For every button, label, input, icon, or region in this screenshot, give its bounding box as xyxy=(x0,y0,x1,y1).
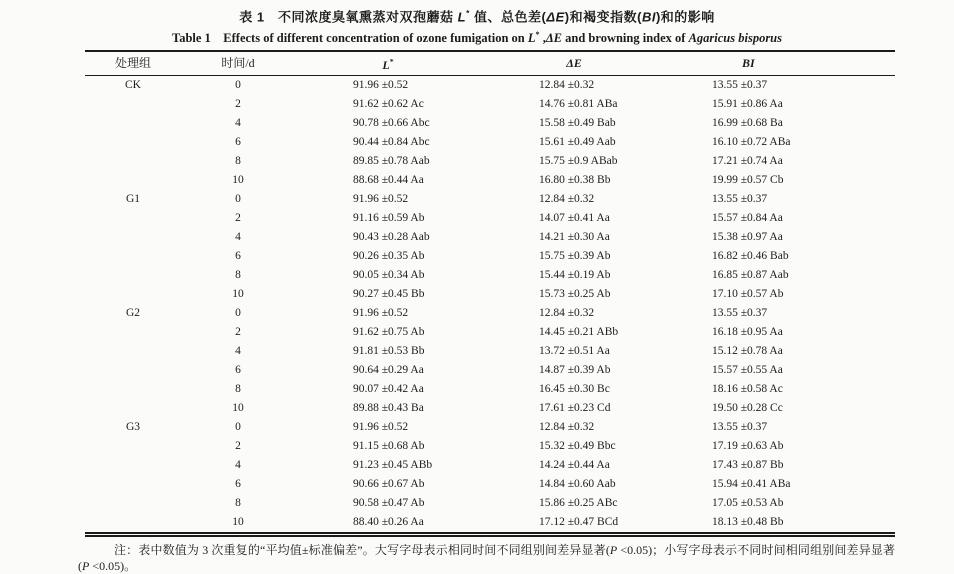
table-row xyxy=(85,133,895,152)
cell-BI: 15.38 ±0.97 Aa xyxy=(712,231,783,244)
table-row xyxy=(85,209,895,228)
cell-group xyxy=(85,380,181,399)
cell-L: 91.81 ±0.53 Bb xyxy=(353,345,425,358)
cell-group: CK xyxy=(125,79,141,92)
table-row xyxy=(85,266,895,285)
cell-dE: 14.21 ±0.30 Aa xyxy=(539,231,610,244)
cell-time: 10 xyxy=(232,402,244,415)
table-row xyxy=(85,114,895,133)
cell-time: 8 xyxy=(235,497,241,510)
cell-BI: 17.21 ±0.74 Aa xyxy=(712,155,783,168)
cell-time: 0 xyxy=(235,193,241,206)
cell-group xyxy=(85,456,181,475)
cell-L: 91.23 ±0.45 ABb xyxy=(353,459,433,472)
table-title-zh: 表 1 不同浓度臭氧熏蒸对双孢蘑菇 L* 值、总色差(ΔE)和褐变指数(BI)和的影响 xyxy=(239,8,715,25)
cell-time: 6 xyxy=(235,250,241,263)
cell-dE: 14.76 ±0.81 ABa xyxy=(539,98,618,111)
cell-time: 4 xyxy=(235,117,241,130)
cell-time: 2 xyxy=(235,98,241,111)
cell-group xyxy=(85,475,181,494)
header-row xyxy=(85,51,895,76)
cell-group xyxy=(85,266,181,285)
cell-dE: 14.87 ±0.39 Ab xyxy=(539,364,611,377)
cell-dE: 17.61 ±0.23 Cd xyxy=(539,402,611,415)
cell-L: 91.96 ±0.52 xyxy=(353,193,409,206)
cell-group xyxy=(85,171,181,190)
table-row xyxy=(85,304,895,323)
cell-L: 91.96 ±0.52 xyxy=(353,307,409,320)
cell-BI: 16.85 ±0.87 Aab xyxy=(712,269,789,282)
cell-dE: 12.84 ±0.32 xyxy=(539,307,595,320)
cell-time: 2 xyxy=(235,326,241,339)
cell-time: 4 xyxy=(235,231,241,244)
data-table xyxy=(85,50,895,537)
cell-dE: 17.12 ±0.47 BCd xyxy=(539,516,619,529)
cell-BI: 19.50 ±0.28 Cc xyxy=(712,402,783,415)
column-header-dE: ΔE xyxy=(481,51,667,76)
cell-BI: 16.99 ±0.68 Ba xyxy=(712,117,783,130)
cell-dE: 13.72 ±0.51 Aa xyxy=(539,345,610,358)
cell-dE: 15.75 ±0.39 Ab xyxy=(539,250,611,263)
table-row xyxy=(85,418,895,437)
cell-BI: 18.16 ±0.58 Ac xyxy=(712,383,783,396)
cell-L: 89.85 ±0.78 Aab xyxy=(353,155,430,168)
cell-BI: 16.18 ±0.95 Aa xyxy=(712,326,783,339)
cell-L: 91.96 ±0.52 xyxy=(353,79,409,92)
cell-BI: 16.82 ±0.46 Bab xyxy=(712,250,789,263)
cell-L: 89.88 ±0.43 Ba xyxy=(353,402,424,415)
cell-dE: 15.58 ±0.49 Bab xyxy=(539,117,616,130)
cell-time: 0 xyxy=(235,307,241,320)
cell-dE: 14.45 ±0.21 ABb xyxy=(539,326,619,339)
cell-group xyxy=(85,437,181,456)
column-header-BI: BI xyxy=(667,51,895,76)
cell-L: 91.96 ±0.52 xyxy=(353,421,409,434)
cell-time: 4 xyxy=(235,459,241,472)
cell-BI: 13.55 ±0.37 xyxy=(712,307,768,320)
cell-dE: 15.61 ±0.49 Aab xyxy=(539,136,616,149)
cell-time: 2 xyxy=(235,212,241,225)
cell-group xyxy=(85,114,181,133)
cell-L: 88.68 ±0.44 Aa xyxy=(353,174,424,187)
cell-group: G2 xyxy=(125,307,141,320)
cell-BI: 16.10 ±0.72 ABa xyxy=(712,136,791,149)
cell-dE: 15.75 ±0.9 ABab xyxy=(539,155,618,168)
cell-L: 91.62 ±0.62 Ac xyxy=(353,98,424,111)
cell-L: 90.27 ±0.45 Bb xyxy=(353,288,425,301)
cell-time: 10 xyxy=(232,174,244,187)
cell-dE: 12.84 ±0.32 xyxy=(539,193,595,206)
cell-time: 4 xyxy=(235,345,241,358)
cell-BI: 17.43 ±0.87 Bb xyxy=(712,459,784,472)
cell-BI: 17.05 ±0.53 Ab xyxy=(712,497,784,510)
cell-L: 90.05 ±0.34 Ab xyxy=(353,269,425,282)
table-row xyxy=(85,342,895,361)
cell-BI: 15.91 ±0.86 Aa xyxy=(712,98,783,111)
cell-BI: 13.55 ±0.37 xyxy=(712,193,768,206)
cell-L: 90.07 ±0.42 Aa xyxy=(353,383,424,396)
cell-BI: 19.99 ±0.57 Cb xyxy=(712,174,784,187)
cell-time: 10 xyxy=(232,516,244,529)
cell-group xyxy=(85,228,181,247)
cell-L: 90.78 ±0.66 Abc xyxy=(353,117,430,130)
cell-BI: 15.94 ±0.41 ABa xyxy=(712,478,791,491)
table-row xyxy=(85,437,895,456)
cell-BI: 17.10 ±0.57 Ab xyxy=(712,288,784,301)
table-row xyxy=(85,247,895,266)
table-row xyxy=(85,152,895,171)
table-row xyxy=(85,171,895,190)
cell-group xyxy=(85,133,181,152)
cell-group xyxy=(85,494,181,513)
cell-time: 10 xyxy=(232,288,244,301)
table-row xyxy=(85,76,895,96)
cell-dE: 14.07 ±0.41 Aa xyxy=(539,212,610,225)
cell-BI: 15.57 ±0.55 Aa xyxy=(712,364,783,377)
cell-group: G1 xyxy=(125,193,141,206)
cell-time: 8 xyxy=(235,155,241,168)
column-header-group: 处理组 xyxy=(85,51,181,76)
table-head xyxy=(85,51,895,76)
cell-group xyxy=(85,361,181,380)
cell-time: 2 xyxy=(235,440,241,453)
cell-BI: 15.57 ±0.84 Aa xyxy=(712,212,783,225)
table-row xyxy=(85,190,895,209)
cell-L: 90.44 ±0.84 Abc xyxy=(353,136,430,149)
table-row xyxy=(85,494,895,513)
cell-L: 91.16 ±0.59 Ab xyxy=(353,212,425,225)
cell-BI: 13.55 ±0.37 xyxy=(712,421,768,434)
cell-dE: 12.84 ±0.32 xyxy=(539,79,595,92)
cell-L: 91.62 ±0.75 Ab xyxy=(353,326,425,339)
cell-dE: 12.84 ±0.32 xyxy=(539,421,595,434)
column-header-time: 时间/d xyxy=(181,51,295,76)
table-row xyxy=(85,323,895,342)
table-row xyxy=(85,399,895,418)
cell-L: 91.15 ±0.68 Ab xyxy=(353,440,425,453)
cell-time: 8 xyxy=(235,383,241,396)
cell-L: 90.64 ±0.29 Aa xyxy=(353,364,424,377)
cell-time: 0 xyxy=(235,421,241,434)
table-row xyxy=(85,513,895,535)
cell-dE: 14.84 ±0.60 Aab xyxy=(539,478,616,491)
cell-group xyxy=(85,247,181,266)
cell-time: 8 xyxy=(235,269,241,282)
cell-group xyxy=(85,513,181,535)
cell-dE: 16.80 ±0.38 Bb xyxy=(539,174,611,187)
table-row xyxy=(85,95,895,114)
table-note: 注：表中数值为 3 次重复的“平均值±标准偏差”。大写字母表示相同时间不同组别间差异显著(P <0.05)；小写字母表示不同时间相同组别间差异显著(P <0.05)。 xyxy=(78,543,895,573)
cell-L: 90.66 ±0.67 Ab xyxy=(353,478,425,491)
table-row xyxy=(85,228,895,247)
cell-group xyxy=(85,152,181,171)
cell-dE: 15.86 ±0.25 ABc xyxy=(539,497,618,510)
table-body xyxy=(85,76,895,535)
column-header-L: L* xyxy=(295,51,481,76)
cell-dE: 16.45 ±0.30 Bc xyxy=(539,383,610,396)
cell-L: 90.58 ±0.47 Ab xyxy=(353,497,425,510)
cell-L: 90.43 ±0.28 Aab xyxy=(353,231,430,244)
table-row xyxy=(85,361,895,380)
cell-dE: 15.73 ±0.25 Ab xyxy=(539,288,611,301)
cell-L: 90.26 ±0.35 Ab xyxy=(353,250,425,263)
table-row xyxy=(85,456,895,475)
cell-BI: 18.13 ±0.48 Bb xyxy=(712,516,784,529)
cell-time: 6 xyxy=(235,478,241,491)
cell-BI: 13.55 ±0.37 xyxy=(712,79,768,92)
table-title-en: Table 1 Effects of different concentration of ozone fumigation on L* ,ΔE and browning index of Agaricus bisporus xyxy=(172,30,782,46)
cell-time: 6 xyxy=(235,364,241,377)
cell-dE: 14.24 ±0.44 Aa xyxy=(539,459,610,472)
cell-group xyxy=(85,323,181,342)
cell-time: 6 xyxy=(235,136,241,149)
cell-BI: 15.12 ±0.78 Aa xyxy=(712,345,783,358)
cell-BI: 17.19 ±0.63 Ab xyxy=(712,440,784,453)
cell-group xyxy=(85,399,181,418)
cell-L: 88.40 ±0.26 Aa xyxy=(353,516,424,529)
cell-group xyxy=(85,342,181,361)
table-row xyxy=(85,475,895,494)
cell-time: 0 xyxy=(235,79,241,92)
cell-group xyxy=(85,209,181,228)
table-row xyxy=(85,285,895,304)
table-row xyxy=(85,380,895,399)
cell-dE: 15.32 ±0.49 Bbc xyxy=(539,440,616,453)
cell-dE: 15.44 ±0.19 Ab xyxy=(539,269,611,282)
cell-group: G3 xyxy=(125,421,141,434)
cell-group xyxy=(85,285,181,304)
cell-group xyxy=(85,95,181,114)
